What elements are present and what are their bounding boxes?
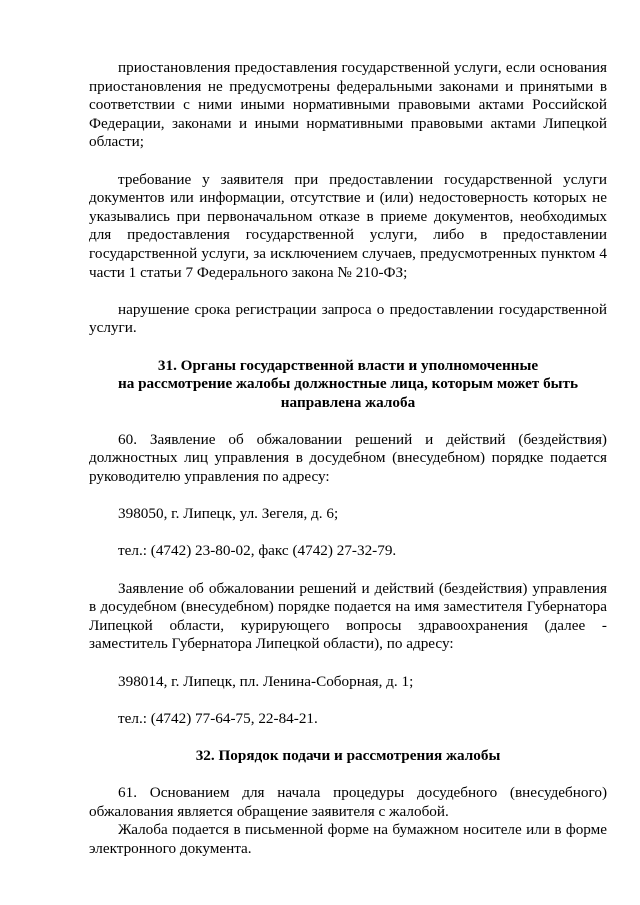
- phone-office: тел.: (4742) 23-80-02, факс (4742) 27-32-79.: [118, 542, 397, 560]
- section-31-heading-line-2: на рассмотрение жалобы должностные лица, которым может быть: [117, 375, 579, 393]
- paragraph-60: 60. Заявление об обжаловании решений и действий (бездействия) должностных лиц управления в досудебном (внесудебном) порядке подается руководителю управления по адресу:: [89, 430, 607, 486]
- section-32-heading: 32. Порядок подачи и рассмотрения жалобы: [195, 746, 501, 764]
- phone-administration: тел.: (4742) 77-64-75, 22-84-21.: [118, 709, 318, 727]
- paragraph-deputy-governor: Заявление об обжаловании решений и действий (бездействия) управления в досудебном (внесудебном) порядке подается на имя заместителя Губернатора Липецкой области, курирующего вопросы здравоохранения (далее - заместитель Губернатора Липецкой области), по адресу:: [89, 579, 607, 653]
- paragraph-suspension: приостановления предоставления государственной услуги, если основания приостановления не предусмотрены федеральными законами и принятыми в соответствии с ними иными нормативными правовыми актами Российской Федерации, законами и иными нормативными правовыми актами Липецкой области;: [89, 59, 607, 151]
- section-31-heading-line-3: направлена жалоба: [280, 393, 416, 411]
- section-31-heading-line-1: 31. Органы государственной власти и уполномоченные: [157, 356, 539, 374]
- paragraph-document-requirement: требование у заявителя при предоставлении государственной услуги документов или информации, отсутствие и (или) недостоверность которых не указывались при первоначальном отказе в приеме документов, необходимых для предоставления государственной услуги, либо в предоставлении государственной услуги, за исключением случаев, предусмотренных пунктом 4 части 1 статьи 7 Федерального закона № 210-ФЗ;: [89, 170, 607, 281]
- address-office: 398050, г. Липецк, ул. Зегеля, д. 6;: [118, 505, 339, 523]
- section-31-heading: [89, 357, 607, 413]
- address-administration: 398014, г. Липецк, пл. Ленина-Соборная, д. 1;: [118, 672, 414, 690]
- paragraph-registration-violation: нарушение срока регистрации запроса о предоставлении государственной услуги.: [89, 300, 607, 337]
- paragraph-61: 61. Основанием для начала процедуры досудебного (внесудебного) обжалования является обращение заявителя с жалобой.: [89, 784, 607, 820]
- paragraph-complaint-form: Жалоба подается в письменной форме на бумажном носителе или в форме электронного документа.: [89, 821, 607, 857]
